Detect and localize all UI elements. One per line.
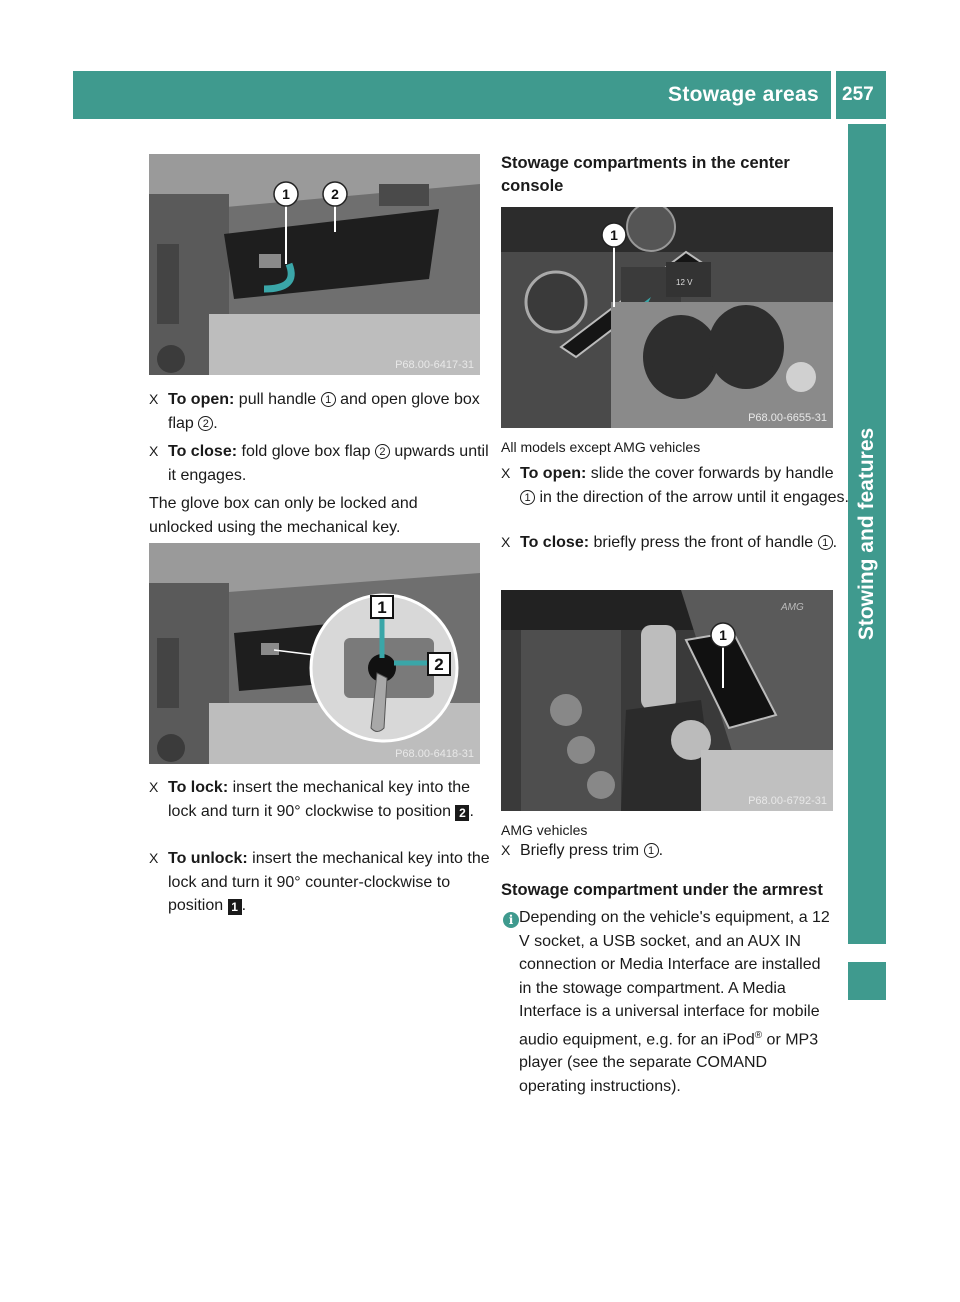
lock-figure [149, 543, 480, 764]
position-ref: 2 [455, 805, 469, 821]
lock-callout-1: 1 [377, 598, 387, 617]
glovebox-figure [149, 154, 480, 375]
section-title: Stowage areas [668, 83, 819, 106]
console-callout-1: 1 [610, 227, 618, 243]
side-tab-label-wrap [848, 124, 886, 944]
callout-ref: 2 [375, 444, 390, 459]
armrest-heading: Stowage compartment under the armrest [501, 881, 823, 899]
side-tab-label: Stowing and features [855, 427, 878, 641]
callout-ref: 1 [644, 843, 659, 858]
amg-figure [501, 590, 833, 811]
armrest-info-text: Depending on the vehicle's equipment, a 12 V socket, a USB socket, and an AUX IN connection or Media Interface are installed in the stowage compartment. A Media Interface is a universal interface for mobile audio equipment, e.g. for an iPod® or MP3 player (see the separate COMAND operating instructions). [519, 909, 830, 1095]
amg-callout-1: 1 [719, 627, 727, 643]
position-ref: 1 [228, 899, 242, 915]
glovebox-callout-1: 1 [282, 186, 290, 202]
callout-ref: 1 [818, 535, 833, 550]
step-arrow-icon: X [149, 443, 159, 459]
caption-non-amg: All models except AMG vehicles [501, 439, 701, 455]
glovebox-figure-code: P68.00-6417-31 [395, 359, 474, 371]
console-socket-label: 12 V [676, 278, 693, 287]
callout-ref: 1 [520, 490, 535, 505]
callout-ref: 2 [198, 416, 213, 431]
console-close-step: X To close: briefly press the front of handle 1 . [501, 531, 852, 555]
caption-amg: AMG vehicles [501, 822, 588, 838]
step-arrow-icon: X [149, 779, 159, 795]
console-open-step: X To open: slide the cover forwards by handle 1 in the direction of the arrow until it engages. [501, 462, 852, 509]
step-arrow-icon: X [149, 850, 159, 866]
page-number-box [836, 71, 886, 119]
amg-figure-code: P68.00-6792-31 [748, 795, 827, 807]
side-tab-marker [848, 962, 886, 1000]
amg-brand: AMG [781, 602, 804, 613]
lock-callout-2: 2 [434, 655, 444, 674]
callout-ref: 1 [321, 392, 336, 407]
step-arrow-icon: X [501, 534, 511, 550]
glovebox-callout-2: 2 [331, 186, 339, 202]
step-arrow-icon: X [501, 465, 511, 481]
unlock-step: X To unlock: insert the mechanical key into the lock and turn it 90° counter-clockwise to position 1 . [149, 847, 499, 918]
center-console-heading: Stowage compartments in the center console [501, 154, 790, 195]
lock-step: X To lock: insert the mechanical key into the lock and turn it 90° clockwise to position 2 . [149, 776, 499, 823]
glovebox-lock-note: The glove box can only be locked and unlocked using the mechanical key. [149, 495, 418, 536]
glovebox-close-step: X To close: fold glove box flap 2 upwards until it engages. [149, 440, 499, 487]
amg-press-step: X Briefly press trim 1 . [501, 839, 852, 863]
console-figure [501, 207, 833, 428]
step-arrow-icon: X [149, 391, 159, 407]
step-arrow-icon: X [501, 842, 511, 858]
section-header-bar [73, 71, 831, 119]
lock-figure-code: P68.00-6418-31 [395, 748, 474, 760]
page-number: 257 [842, 84, 874, 105]
info-icon: i [503, 912, 519, 928]
glovebox-open-step: X To open: pull handle 1 and open glove box flap 2 . [149, 388, 499, 435]
console-figure-code: P68.00-6655-31 [748, 412, 827, 424]
